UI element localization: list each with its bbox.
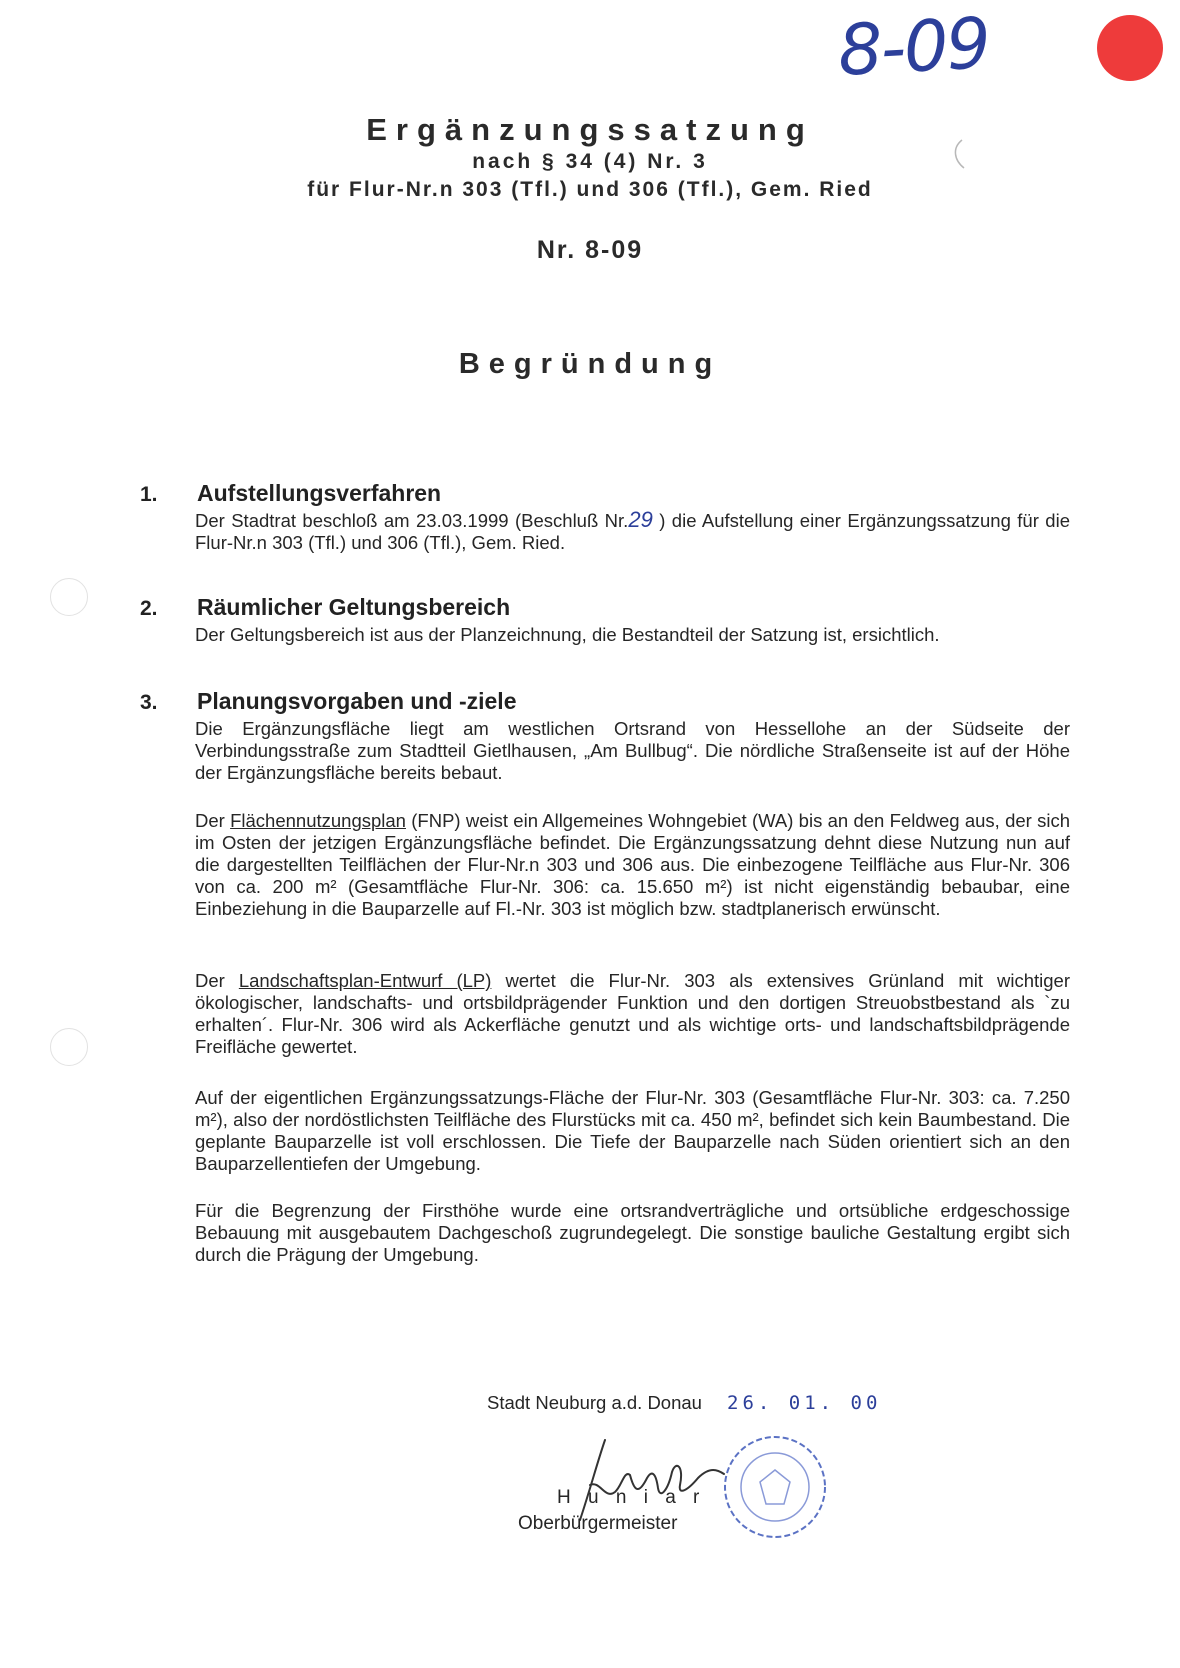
- section-3-paragraph-5: Für die Begrenzung der Firsthöhe wurde eine ortsrandverträgliche und ortsübliche erdgeschossige Bebauung mit ausgebautem Dachgeschoß zugrundegelegt. Die sonstige bauliche Gestaltung ergibt sich durch die Prägung der Umgebung.: [195, 1200, 1070, 1265]
- red-marker-dot: [1097, 15, 1163, 81]
- section-2-number: 2.: [140, 597, 158, 620]
- stamped-date: 26. 01. 00: [727, 1392, 882, 1414]
- section-3-paragraph-4: Auf der eigentlichen Ergänzungssatzungs-Fläche der Flur-Nr. 303 (Gesamtfläche Flur-Nr. 303: ca. 7.250 m²), also der nordöstlichsten Teilfläche des Flurstücks mit ca. 450 m², befindet sich kein Baumbestand. Die geplante Bauparzelle ist voll erschlossen. Die Tiefe der Bauparzelle nach Süden orientiert sich an den Bauparzellentiefen der Umgebung.: [195, 1087, 1070, 1174]
- section-2-text: Der Geltungsbereich ist aus der Planzeichnung, die Bestandteil der Satzung ist, ersichtlich.: [195, 624, 940, 645]
- signatory-name: H u n i a r: [557, 1487, 706, 1508]
- section-1-text: Der Stadtrat beschloß am 23.03.1999 (Beschluß Nr.29 ) die Aufstellung einer Ergänzungssatzung für die Flur-Nr.n 303 (Tfl.) und 306 (Tfl.), Gem. Ried.: [195, 507, 1070, 553]
- section-2-title: Räumlicher Geltungsbereich: [197, 594, 511, 620]
- official-seal: [720, 1432, 830, 1542]
- punch-hole-bottom: [50, 1028, 88, 1066]
- document-number: Nr. 8-09: [536, 236, 644, 264]
- section-3-paragraph-3: Der Landschaftsplan-Entwurf (LP) wertet die Flur-Nr. 303 als extensives Grünland mit wichtiger ökologischer, landschafts- und ortsbildprägender Funktion und den dortigen Streuobstbestand als `zu erhalten´. Flur-Nr. 306 wird als Ackerfläche genutzt und als wichtige orts- und landschaftsbildprägende Freifläche gewertet.: [195, 970, 1070, 1057]
- signature-city: Stadt Neuburg a.d. Donau: [487, 1392, 702, 1413]
- section-3-title: Planungsvorgaben und -ziele: [197, 688, 517, 714]
- document-title: Ergänzungssatzung: [366, 112, 814, 147]
- section-3-paragraph-2: Der Flächennutzungsplan (FNP) weist ein Allgemeines Wohngebiet (WA) bis an den Feldweg aus, der sich im Osten der jetzigen Ergänzungsfläche befindet. Die Ergänzungssatzung dehnt diese Nutzung nun auf die dargestellten Teilflächen der Flur-Nr.n 303 und 306 aus. Die einbezogene Teilfläche aus Flur-Nr. 306 von ca. 200 m² (Gesamtfläche Flur-Nr. 306: ca. 15.650 m²) ist nicht eigenständig bebaubar, eine Einbeziehung in die Bauparzelle auf Fl.-Nr. 303 ist möglich bzw. stadtplanerisch erwünscht.: [195, 810, 1070, 919]
- lp-reference: Landschaftsplan-Entwurf (LP): [238, 970, 492, 991]
- section-1-number: 1.: [140, 483, 158, 506]
- punch-hole-top: [50, 578, 88, 616]
- handwritten-document-number: 8-09: [835, 2, 991, 92]
- section-heading-begruendung: Begründung: [458, 348, 722, 380]
- fnp-reference: Flächennutzungsplan: [230, 810, 406, 831]
- legal-basis-line: nach § 34 (4) Nr. 3: [472, 150, 708, 173]
- section-3-paragraph-1: Die Ergänzungsfläche liegt am westlichen Ortsrand von Hessellohe an der Südseite der Verbindungsstraße zum Stadtteil Gietlhausen, „Am Bullbug“. Die nördliche Straßenseite ist auf der Höhe der Ergänzungsfläche bereits bebaut.: [195, 718, 1070, 783]
- parcel-line: für Flur-Nr.n 303 (Tfl.) und 306 (Tfl.), Gem. Ried: [307, 178, 873, 201]
- section-1-title: Aufstellungsverfahren: [197, 480, 442, 506]
- signatory-role: Oberbürgermeister: [518, 1513, 678, 1534]
- section-3-number: 3.: [140, 691, 158, 714]
- handwritten-resolution-number: 29: [628, 507, 653, 532]
